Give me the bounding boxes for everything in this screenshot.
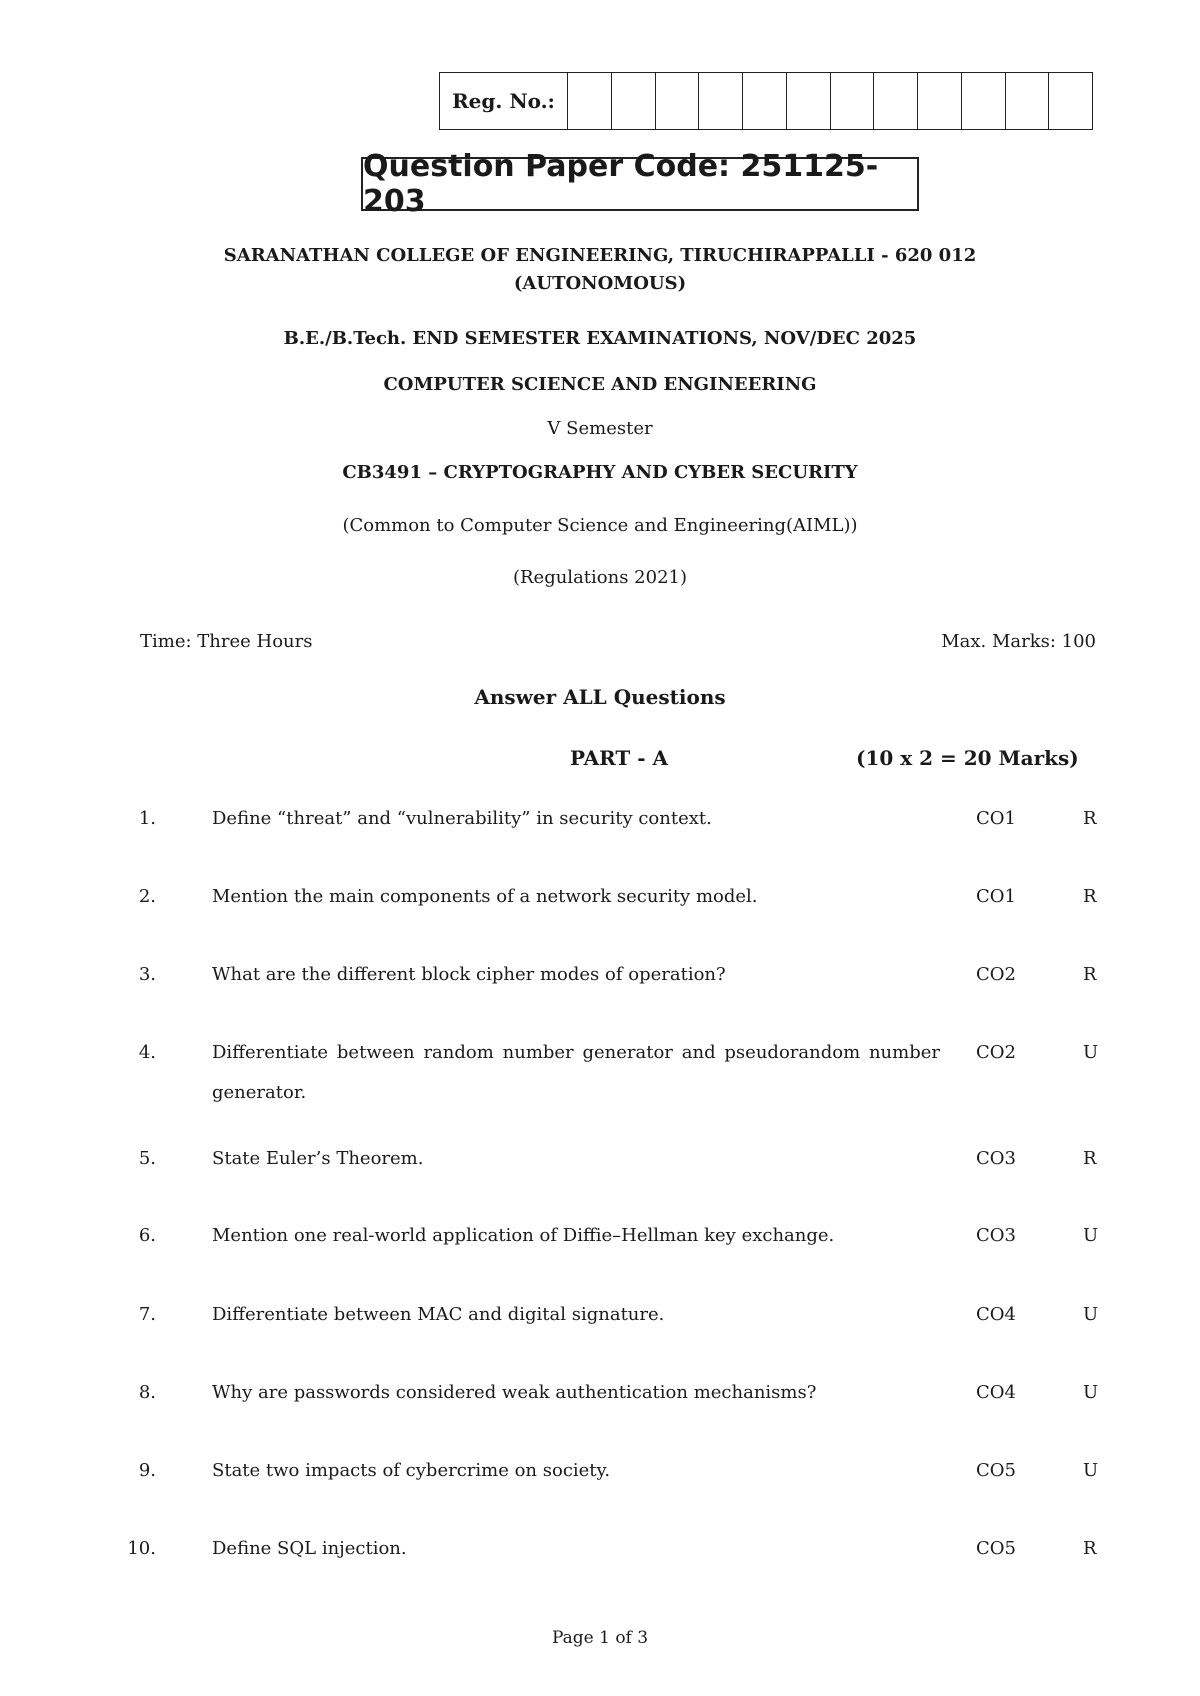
course-outcome: CO4 (976, 1304, 1016, 1325)
reg-no-cell[interactable] (1006, 73, 1050, 129)
common-to: (Common to Computer Science and Engineering(AIML)) (342, 515, 858, 536)
reg-no-cell[interactable] (612, 73, 656, 129)
reg-no-label: Reg. No.: (440, 73, 568, 129)
course-outcome: CO4 (976, 1382, 1016, 1403)
question-number: 8. (138, 1382, 156, 1403)
question-number: 7. (138, 1304, 156, 1325)
question-text: Differentiate between random number generator and pseudorandom number generator. (212, 1042, 940, 1103)
question-text: Mention one real-world application of Diffie–Hellman key exchange. (212, 1225, 835, 1246)
college-status: (AUTONOMOUS) (513, 273, 687, 294)
course-outcome: CO5 (976, 1460, 1016, 1481)
reg-no-cell[interactable] (656, 73, 700, 129)
reg-no-cell[interactable] (918, 73, 962, 129)
question-text: What are the different block cipher modes of operation? (212, 964, 726, 985)
question-number: 9. (138, 1460, 156, 1481)
question-number: 3. (138, 964, 156, 985)
page-number: Page 1 of 3 (551, 1628, 649, 1648)
question-text: Differentiate between MAC and digital signature. (212, 1304, 665, 1325)
reg-no-cell[interactable] (831, 73, 875, 129)
reg-no-cell[interactable] (1049, 73, 1092, 129)
course-outcome: CO3 (976, 1225, 1016, 1246)
reg-no-box (439, 72, 1093, 130)
blooms-level: R (1083, 886, 1097, 907)
blooms-level: R (1083, 808, 1097, 829)
reg-no-cell[interactable] (962, 73, 1006, 129)
question-text: State two impacts of cybercrime on society. (212, 1460, 611, 1481)
question-number: 10. (127, 1538, 156, 1559)
course-outcome: CO1 (976, 886, 1016, 907)
question-text: Define SQL injection. (212, 1538, 407, 1559)
blooms-level: R (1083, 964, 1097, 985)
college-name: SARANATHAN COLLEGE OF ENGINEERING, TIRUCHIRAPPALLI - 620 012 (223, 245, 977, 266)
part-a-title: PART - A (570, 746, 668, 770)
question-number: 4. (138, 1042, 156, 1063)
blooms-level: U (1083, 1225, 1099, 1246)
exam-duration: Time: Three Hours (140, 631, 313, 652)
exam-title: B.E./B.Tech. END SEMESTER EXAMINATIONS, NOV/DEC 2025 (283, 328, 917, 349)
question-text: State Euler’s Theorem. (212, 1148, 424, 1169)
question-number: 1. (138, 808, 156, 829)
blooms-level: R (1083, 1538, 1097, 1559)
blooms-level: U (1083, 1304, 1099, 1325)
reg-no-cell[interactable] (743, 73, 787, 129)
department: COMPUTER SCIENCE AND ENGINEERING (383, 374, 817, 395)
regulations: (Regulations 2021) (512, 567, 688, 588)
reg-no-cells (568, 73, 1092, 129)
question-number: 2. (138, 886, 156, 907)
max-marks: Max. Marks: 100 (941, 631, 1096, 652)
blooms-level: U (1083, 1382, 1099, 1403)
question-text: Why are passwords considered weak authentication mechanisms? (212, 1382, 817, 1403)
instruction: Answer ALL Questions (474, 685, 726, 709)
course-outcome: CO2 (976, 964, 1016, 985)
reg-no-cell[interactable] (699, 73, 743, 129)
course-outcome: CO1 (976, 808, 1016, 829)
course-outcome: CO3 (976, 1148, 1016, 1169)
blooms-level: R (1083, 1148, 1097, 1169)
part-a-marks: (10 x 2 = 20 Marks) (856, 746, 1079, 770)
semester: V Semester (547, 418, 653, 439)
blooms-level: U (1083, 1460, 1099, 1481)
question-text: Mention the main components of a network security model. (212, 886, 758, 907)
reg-no-cell[interactable] (874, 73, 918, 129)
question-paper-code: Question Paper Code: 251125-203 (361, 157, 919, 211)
question-number: 6. (138, 1225, 156, 1246)
question-text: Define “threat” and “vulnerability” in security context. (212, 808, 712, 829)
course-title: CB3491 – CRYPTOGRAPHY AND CYBER SECURITY (342, 462, 858, 483)
course-outcome: CO5 (976, 1538, 1016, 1559)
blooms-level: U (1083, 1042, 1099, 1063)
course-outcome: CO2 (976, 1042, 1016, 1063)
reg-no-cell[interactable] (787, 73, 831, 129)
question-number: 5. (138, 1148, 156, 1169)
reg-no-cell[interactable] (568, 73, 612, 129)
